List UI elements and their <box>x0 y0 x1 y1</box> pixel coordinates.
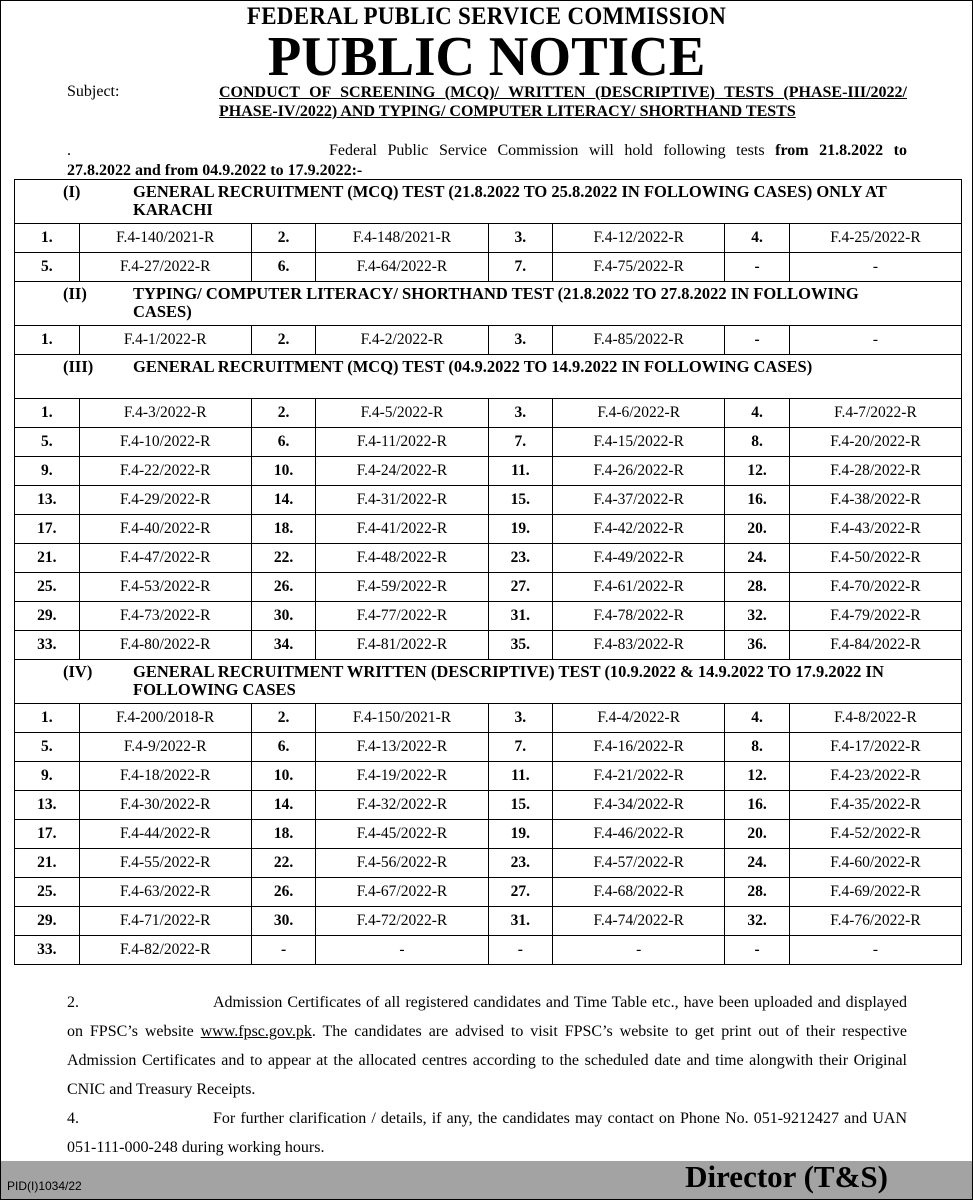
case-number-cell: F.4-59/2022-R <box>316 573 488 602</box>
table-row <box>15 224 962 253</box>
serial-number-cell: 30. <box>251 602 316 631</box>
serial-number-cell: 5. <box>15 428 80 457</box>
paragraph-4 <box>67 1104 907 1162</box>
serial-number-cell: 12. <box>725 762 790 791</box>
case-number-cell: F.4-29/2022-R <box>79 486 251 515</box>
serial-number-cell: 7. <box>488 253 553 282</box>
serial-number-cell: 1. <box>15 704 80 733</box>
serial-number-cell: 35. <box>488 631 553 660</box>
case-number-cell: F.4-13/2022-R <box>316 733 488 762</box>
serial-number-cell: 11. <box>488 762 553 791</box>
case-number-cell: F.4-20/2022-R <box>789 428 961 457</box>
serial-number-cell: 4. <box>725 399 790 428</box>
table-row <box>15 907 962 936</box>
serial-number-cell: 23. <box>488 849 553 878</box>
table-row <box>15 326 962 355</box>
case-number-cell: F.4-53/2022-R <box>79 573 251 602</box>
serial-number-cell: 7. <box>488 733 553 762</box>
serial-number-cell: 17. <box>15 820 80 849</box>
case-number-cell: F.4-84/2022-R <box>789 631 961 660</box>
table-row <box>15 791 962 820</box>
case-number-cell: F.4-2/2022-R <box>316 326 488 355</box>
table-row <box>15 573 962 602</box>
case-number-cell: F.4-76/2022-R <box>789 907 961 936</box>
serial-number-cell: 32. <box>725 602 790 631</box>
serial-number-cell: - <box>488 936 553 965</box>
case-number-cell: - <box>789 253 961 282</box>
serial-number-cell: 7. <box>488 428 553 457</box>
case-number-cell: F.4-27/2022-R <box>79 253 251 282</box>
serial-number-cell: 1. <box>15 224 80 253</box>
case-number-cell: F.4-41/2022-R <box>316 515 488 544</box>
case-number-cell: F.4-64/2022-R <box>316 253 488 282</box>
case-number-cell: F.4-80/2022-R <box>79 631 251 660</box>
serial-number-cell: 33. <box>15 631 80 660</box>
serial-number-cell: 30. <box>251 907 316 936</box>
case-number-cell: F.4-44/2022-R <box>79 820 251 849</box>
case-number-cell: F.4-48/2022-R <box>316 544 488 573</box>
serial-number-cell: 9. <box>15 457 80 486</box>
case-number-cell: F.4-16/2022-R <box>553 733 725 762</box>
intro-prefix: . <box>67 142 71 159</box>
serial-number-cell: 20. <box>725 515 790 544</box>
case-number-cell: F.4-68/2022-R <box>553 878 725 907</box>
serial-number-cell: 19. <box>488 820 553 849</box>
serial-number-cell: 13. <box>15 791 80 820</box>
case-number-cell: F.4-67/2022-R <box>316 878 488 907</box>
serial-number-cell: 8. <box>725 428 790 457</box>
intro-text: Federal Public Service Commission will hold following tests <box>329 142 776 159</box>
section-title: GENERAL RECRUITMENT (MCQ) TEST (04.9.2022 TO 14.9.2022 IN FOLLOWING CASES) <box>133 357 813 376</box>
serial-number-cell: 34. <box>251 631 316 660</box>
serial-number-cell: 22. <box>251 849 316 878</box>
case-number-cell: F.4-34/2022-R <box>553 791 725 820</box>
serial-number-cell: 26. <box>251 878 316 907</box>
section-header <box>15 660 962 704</box>
section-number: (IV) <box>63 662 93 681</box>
case-number-cell: F.4-73/2022-R <box>79 602 251 631</box>
serial-number-cell: 28. <box>725 878 790 907</box>
case-number-cell: F.4-49/2022-R <box>553 544 725 573</box>
case-number-cell: F.4-28/2022-R <box>789 457 961 486</box>
case-number-cell: F.4-37/2022-R <box>553 486 725 515</box>
case-number-cell: F.4-17/2022-R <box>789 733 961 762</box>
table-row <box>15 486 962 515</box>
case-number-cell: F.4-77/2022-R <box>316 602 488 631</box>
case-number-cell: F.4-78/2022-R <box>553 602 725 631</box>
case-number-cell: F.4-140/2021-R <box>79 224 251 253</box>
case-number-cell: F.4-5/2022-R <box>316 399 488 428</box>
table-row <box>15 762 962 791</box>
case-number-cell: F.4-7/2022-R <box>789 399 961 428</box>
case-number-cell: - <box>789 936 961 965</box>
para-number: 2. <box>67 994 79 1011</box>
case-number-cell: F.4-38/2022-R <box>789 486 961 515</box>
table-row <box>15 544 962 573</box>
case-number-cell: - <box>553 936 725 965</box>
case-number-cell: F.4-200/2018-R <box>79 704 251 733</box>
serial-number-cell: 14. <box>251 486 316 515</box>
serial-number-cell: 21. <box>15 544 80 573</box>
paragraph-2 <box>67 988 907 1104</box>
case-number-cell: F.4-150/2021-R <box>316 704 488 733</box>
case-number-cell: F.4-61/2022-R <box>553 573 725 602</box>
organization-name: FEDERAL PUBLIC SERVICE COMMISSION <box>246 3 727 30</box>
footer-band <box>1 1161 972 1200</box>
case-number-cell: F.4-70/2022-R <box>789 573 961 602</box>
case-number-cell: F.4-23/2022-R <box>789 762 961 791</box>
table-row <box>15 602 962 631</box>
case-number-cell: F.4-6/2022-R <box>553 399 725 428</box>
section-header-row <box>15 180 962 224</box>
notice-title: PUBLIC NOTICE <box>267 26 706 88</box>
case-number-cell: F.4-85/2022-R <box>553 326 725 355</box>
case-number-cell: F.4-24/2022-R <box>316 457 488 486</box>
serial-number-cell: 4. <box>725 224 790 253</box>
case-number-cell: F.4-43/2022-R <box>789 515 961 544</box>
serial-number-cell: 1. <box>15 399 80 428</box>
serial-number-cell: 3. <box>488 326 553 355</box>
table-row <box>15 631 962 660</box>
table-row <box>15 457 962 486</box>
case-number-cell: F.4-4/2022-R <box>553 704 725 733</box>
serial-number-cell: 31. <box>488 907 553 936</box>
case-number-cell: F.4-55/2022-R <box>79 849 251 878</box>
section-header <box>15 282 962 326</box>
case-number-cell: F.4-8/2022-R <box>789 704 961 733</box>
serial-number-cell: 20. <box>725 820 790 849</box>
serial-number-cell: - <box>725 936 790 965</box>
case-number-cell: F.4-11/2022-R <box>316 428 488 457</box>
table-row <box>15 820 962 849</box>
serial-number-cell: 10. <box>251 457 316 486</box>
case-number-cell: F.4-35/2022-R <box>789 791 961 820</box>
intro-paragraph <box>67 141 907 181</box>
case-number-cell: F.4-21/2022-R <box>553 762 725 791</box>
case-number-cell: F.4-72/2022-R <box>316 907 488 936</box>
serial-number-cell: 24. <box>725 849 790 878</box>
serial-number-cell: 5. <box>15 253 80 282</box>
case-number-cell: F.4-82/2022-R <box>79 936 251 965</box>
serial-number-cell: 25. <box>15 573 80 602</box>
case-number-cell: F.4-3/2022-R <box>79 399 251 428</box>
case-number-cell: F.4-56/2022-R <box>316 849 488 878</box>
section-number: (I) <box>63 182 81 201</box>
para-text: Admission Certificates of all registered candidates and Time Table etc., have been uploaded and displayed on FPSC’s website <box>67 994 907 1040</box>
case-number-cell: F.4-19/2022-R <box>316 762 488 791</box>
section-title: TYPING/ COMPUTER LITERACY/ SHORTHAND TEST (21.8.2022 TO 27.8.2022 IN FOLLOWING CASES) <box>133 284 859 321</box>
fpsc-website-link[interactable]: www.fpsc.gov.pk <box>200 1023 312 1040</box>
case-number-cell: F.4-81/2022-R <box>316 631 488 660</box>
serial-number-cell: 14. <box>251 791 316 820</box>
case-number-cell: F.4-32/2022-R <box>316 791 488 820</box>
case-number-cell: F.4-12/2022-R <box>553 224 725 253</box>
case-number-cell: F.4-25/2022-R <box>789 224 961 253</box>
case-number-cell: F.4-15/2022-R <box>553 428 725 457</box>
test-schedule-table <box>14 179 962 965</box>
section-header-row <box>15 660 962 704</box>
serial-number-cell: 16. <box>725 791 790 820</box>
subject-text: CONDUCT OF SCREENING (MCQ)/ WRITTEN (DESCRIPTIVE) TESTS (PHASE-III/2022/ PHASE-IV/2022) AND TYPING/ COMPUTER LITERACY/ SHORTHAND TESTS <box>219 84 907 120</box>
case-number-cell: F.4-22/2022-R <box>79 457 251 486</box>
section-header-row <box>15 282 962 326</box>
serial-number-cell: 11. <box>488 457 553 486</box>
serial-number-cell: 16. <box>725 486 790 515</box>
serial-number-cell: 27. <box>488 878 553 907</box>
section-number: (III) <box>63 357 94 376</box>
table-row <box>15 399 962 428</box>
para-text: . The candidates are advised to visit FPSC’s website to get print out of their respective Admission Certificates and to appear at the allocated centres according to the scheduled date and time alongwith their Original CNIC and Treasury Receipts. <box>67 1023 907 1098</box>
serial-number-cell: 6. <box>251 733 316 762</box>
case-number-cell: F.4-47/2022-R <box>79 544 251 573</box>
case-number-cell: F.4-75/2022-R <box>553 253 725 282</box>
serial-number-cell: 31. <box>488 602 553 631</box>
serial-number-cell: 24. <box>725 544 790 573</box>
serial-number-cell: 3. <box>488 224 553 253</box>
serial-number-cell: 22. <box>251 544 316 573</box>
serial-number-cell: 32. <box>725 907 790 936</box>
serial-number-cell: 18. <box>251 515 316 544</box>
serial-number-cell: 29. <box>15 907 80 936</box>
case-number-cell: F.4-79/2022-R <box>789 602 961 631</box>
case-number-cell: F.4-40/2022-R <box>79 515 251 544</box>
serial-number-cell: 8. <box>725 733 790 762</box>
table-row <box>15 704 962 733</box>
serial-number-cell: 21. <box>15 849 80 878</box>
case-number-cell: F.4-52/2022-R <box>789 820 961 849</box>
case-number-cell: F.4-18/2022-R <box>79 762 251 791</box>
table-row <box>15 733 962 762</box>
serial-number-cell: 2. <box>251 224 316 253</box>
case-number-cell: - <box>316 936 488 965</box>
case-number-cell: F.4-42/2022-R <box>553 515 725 544</box>
serial-number-cell: 23. <box>488 544 553 573</box>
serial-number-cell: 33. <box>15 936 80 965</box>
serial-number-cell: 6. <box>251 428 316 457</box>
serial-number-cell: 13. <box>15 486 80 515</box>
serial-number-cell: - <box>251 936 316 965</box>
pid-number: PID(I)1034/22 <box>7 1179 82 1193</box>
case-number-cell: F.4-31/2022-R <box>316 486 488 515</box>
case-number-cell: F.4-63/2022-R <box>79 878 251 907</box>
section-header-row <box>15 355 962 399</box>
para-number: 4. <box>67 1110 79 1127</box>
serial-number-cell: 29. <box>15 602 80 631</box>
serial-number-cell: 2. <box>251 326 316 355</box>
serial-number-cell: 36. <box>725 631 790 660</box>
serial-number-cell: 17. <box>15 515 80 544</box>
serial-number-cell: 12. <box>725 457 790 486</box>
serial-number-cell: - <box>725 326 790 355</box>
serial-number-cell: 18. <box>251 820 316 849</box>
section-header <box>15 355 962 399</box>
case-number-cell: F.4-57/2022-R <box>553 849 725 878</box>
table-row <box>15 936 962 965</box>
signatory: Director (T&S) <box>685 1159 888 1194</box>
case-number-cell: F.4-74/2022-R <box>553 907 725 936</box>
serial-number-cell: 15. <box>488 791 553 820</box>
section-header <box>15 180 962 224</box>
serial-number-cell: 28. <box>725 573 790 602</box>
case-number-cell: F.4-148/2021-R <box>316 224 488 253</box>
case-number-cell: F.4-1/2022-R <box>79 326 251 355</box>
case-number-cell: F.4-69/2022-R <box>789 878 961 907</box>
table-row <box>15 849 962 878</box>
section-title: GENERAL RECRUITMENT (MCQ) TEST (21.8.2022 TO 25.8.2022 IN FOLLOWING CASES) ONLY AT KARACHI <box>133 182 887 219</box>
table-row <box>15 878 962 907</box>
case-number-cell: F.4-26/2022-R <box>553 457 725 486</box>
section-title: GENERAL RECRUITMENT WRITTEN (DESCRIPTIVE) TEST (10.9.2022 & 14.9.2022 TO 17.9.2022 IN FOLLOWING CASES <box>133 662 884 699</box>
table-row <box>15 428 962 457</box>
serial-number-cell: 5. <box>15 733 80 762</box>
case-number-cell: F.4-10/2022-R <box>79 428 251 457</box>
serial-number-cell: 3. <box>488 704 553 733</box>
serial-number-cell: 1. <box>15 326 80 355</box>
section-number: (II) <box>63 284 87 303</box>
case-number-cell: - <box>789 326 961 355</box>
case-number-cell: F.4-45/2022-R <box>316 820 488 849</box>
serial-number-cell: 4. <box>725 704 790 733</box>
serial-number-cell: 3. <box>488 399 553 428</box>
serial-number-cell: 19. <box>488 515 553 544</box>
table-row <box>15 515 962 544</box>
case-number-cell: F.4-46/2022-R <box>553 820 725 849</box>
serial-number-cell: 2. <box>251 704 316 733</box>
serial-number-cell: 26. <box>251 573 316 602</box>
serial-number-cell: - <box>725 253 790 282</box>
case-number-cell: F.4-9/2022-R <box>79 733 251 762</box>
table-row <box>15 253 962 282</box>
serial-number-cell: 27. <box>488 573 553 602</box>
serial-number-cell: 9. <box>15 762 80 791</box>
serial-number-cell: 15. <box>488 486 553 515</box>
subject-label: Subject: <box>67 83 120 100</box>
case-number-cell: F.4-71/2022-R <box>79 907 251 936</box>
case-number-cell: F.4-60/2022-R <box>789 849 961 878</box>
serial-number-cell: 10. <box>251 762 316 791</box>
case-number-cell: F.4-83/2022-R <box>553 631 725 660</box>
intro-dates: from 21.8.2022 to 27.8.2022 and from 04.9.2022 to 17.9.2022:- <box>67 142 908 179</box>
serial-number-cell: 2. <box>251 399 316 428</box>
case-number-cell: F.4-30/2022-R <box>79 791 251 820</box>
serial-number-cell: 6. <box>251 253 316 282</box>
case-number-cell: F.4-50/2022-R <box>789 544 961 573</box>
serial-number-cell: 25. <box>15 878 80 907</box>
para-text: For further clarification / details, if any, the candidates may contact on Phone No. 051-9212427 and UAN 051-111-000-248 during working hours. <box>67 1110 907 1156</box>
